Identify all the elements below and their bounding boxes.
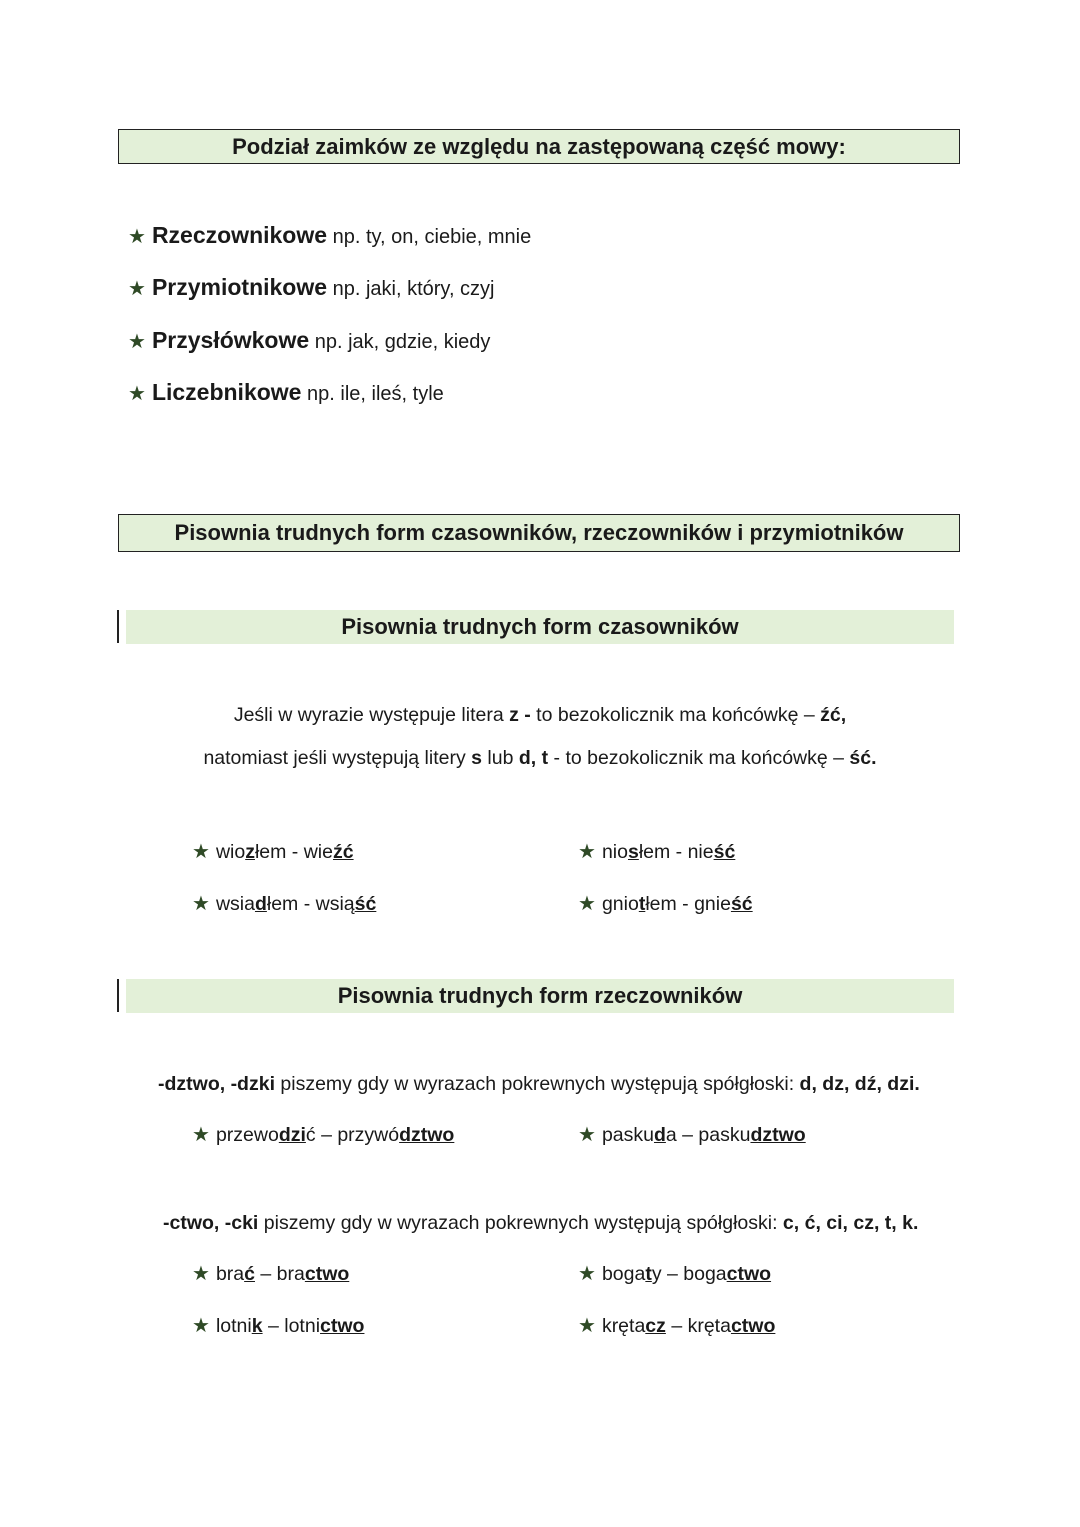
ex-part: – kręta — [665, 1315, 731, 1337]
star-icon: ★ — [578, 893, 596, 915]
ex-highlight: dzi — [278, 1124, 306, 1146]
ex-highlight: ctwo — [320, 1315, 365, 1337]
example-item — [192, 891, 376, 916]
ex-highlight: t — [638, 893, 646, 915]
ex-part: łem - nie — [638, 841, 714, 863]
term-example: np. ty, on, ciebie, mnie — [332, 226, 532, 248]
ex-part: – lotni — [262, 1315, 321, 1337]
list-item — [128, 222, 531, 249]
divider — [117, 610, 119, 643]
ex-highlight: ctwo — [730, 1315, 776, 1337]
subsection-title-text: Pisownia trudnych form rzeczowników — [337, 983, 743, 1008]
example-item — [578, 891, 753, 916]
term-example: np. ile, ileś, tyle — [307, 383, 444, 405]
rule-text: to bezokolicznik ma końcówkę – — [530, 704, 821, 726]
term: Przymiotnikowe — [151, 274, 328, 300]
rule-line — [158, 1073, 920, 1096]
example-item — [578, 1122, 806, 1147]
rule-line — [0, 747, 1080, 770]
list-item — [128, 379, 444, 406]
divider — [117, 979, 119, 1012]
ex-part: nio — [601, 841, 628, 863]
rule-text: piszemy gdy w wyrazach pokrewnych występują spółgłoski: — [258, 1212, 783, 1234]
ex-part: – bra — [254, 1263, 305, 1285]
star-icon: ★ — [578, 841, 596, 863]
ex-part: wsia — [215, 893, 255, 915]
rule-text: Jeśli w wyrazie występuje litera — [233, 704, 510, 726]
ex-part: bra — [215, 1263, 245, 1285]
ex-highlight: dztwo — [750, 1124, 806, 1146]
star-icon: ★ — [578, 1124, 596, 1146]
ex-highlight: z — [245, 841, 255, 863]
example-item — [192, 1313, 364, 1338]
ex-part: ć – przywó — [305, 1124, 400, 1146]
term: Rzeczownikowe — [151, 222, 328, 248]
example-item — [578, 1313, 775, 1338]
ex-part: a – pasku — [665, 1124, 751, 1146]
rule-letters: c, ć, ci, cz, t, k. — [782, 1212, 919, 1234]
ex-highlight: ć — [244, 1263, 255, 1285]
rule-ending: ść. — [849, 747, 877, 769]
rule-text: natomiast jeśli występują litery — [203, 747, 472, 769]
ex-highlight: ść — [354, 893, 377, 915]
ex-part: pasku — [601, 1124, 654, 1146]
ex-part: y – boga — [651, 1263, 727, 1285]
rule-suffix: -ctwo, -cki — [163, 1212, 259, 1234]
ex-highlight: cz — [645, 1315, 666, 1337]
star-icon: ★ — [578, 1315, 596, 1337]
ex-part: łem - gnie — [645, 893, 731, 915]
ex-highlight: ść — [713, 841, 736, 863]
rule-text: lub — [482, 747, 519, 769]
rule-line — [0, 704, 1080, 727]
star-icon: ★ — [128, 331, 146, 353]
rule-letters: d, dz, dź, dzi. — [799, 1073, 920, 1095]
star-icon: ★ — [192, 841, 210, 863]
example-item — [578, 839, 735, 864]
example-item — [192, 839, 354, 864]
star-icon: ★ — [192, 1315, 210, 1337]
rule-letter: d, t — [518, 747, 549, 769]
ex-highlight: dztwo — [399, 1124, 455, 1146]
subsection-title-verbs — [126, 610, 954, 644]
term-example: np. jak, gdzie, kiedy — [314, 331, 491, 353]
rule-line — [163, 1212, 918, 1235]
star-icon: ★ — [578, 1263, 596, 1285]
ex-part: lotni — [215, 1315, 252, 1337]
star-icon: ★ — [128, 383, 146, 405]
list-item — [128, 327, 490, 354]
term: Liczebnikowe — [151, 379, 302, 405]
ex-part: przewo — [215, 1124, 279, 1146]
rule-suffix: -dztwo, -dzki — [158, 1073, 275, 1095]
section-title-text: Podział zaimków ze względu na zastępowaną część mowy: — [232, 133, 846, 159]
section-title-spelling — [118, 514, 960, 552]
ex-highlight: d — [254, 893, 267, 915]
section-title-pronouns — [118, 129, 960, 164]
rule-text: - to bezokolicznik ma końcówkę – — [548, 747, 850, 769]
ex-highlight: s — [627, 841, 639, 863]
term: Przysłówkowe — [151, 327, 310, 353]
subsection-title-text: Pisownia trudnych form czasowników — [341, 614, 739, 639]
example-item — [192, 1122, 454, 1147]
ex-highlight: ctwo — [726, 1263, 772, 1285]
star-icon: ★ — [128, 278, 146, 300]
ex-part: boga — [601, 1263, 646, 1285]
ex-part: wio — [215, 841, 246, 863]
ex-highlight: ść — [730, 893, 753, 915]
ex-part: gnio — [601, 893, 639, 915]
ex-highlight: źć — [332, 841, 354, 863]
ex-highlight: ctwo — [304, 1263, 350, 1285]
ex-part: łem - wsią — [266, 893, 355, 915]
rule-letter: s — [471, 747, 482, 769]
rule-letter: z - — [509, 704, 531, 726]
term-example: np. jaki, który, czyj — [332, 278, 495, 300]
example-item — [192, 1261, 349, 1286]
section-title-text: Pisownia trudnych form czasowników, rzeczowników i przymiotników — [174, 520, 904, 545]
ex-part: łem - wie — [254, 841, 333, 863]
star-icon: ★ — [128, 226, 146, 248]
star-icon: ★ — [192, 1263, 210, 1285]
rule-ending: źć, — [820, 704, 847, 726]
star-icon: ★ — [192, 893, 210, 915]
example-item — [578, 1261, 771, 1286]
ex-part: kręta — [601, 1315, 646, 1337]
ex-highlight: t — [645, 1263, 652, 1285]
star-icon: ★ — [192, 1124, 210, 1146]
subsection-title-nouns — [126, 979, 954, 1013]
rule-text: piszemy gdy w wyrazach pokrewnych występują spółgłoski: — [274, 1073, 800, 1095]
ex-highlight: k — [251, 1315, 263, 1337]
ex-highlight: d — [653, 1124, 666, 1146]
list-item — [128, 274, 495, 301]
